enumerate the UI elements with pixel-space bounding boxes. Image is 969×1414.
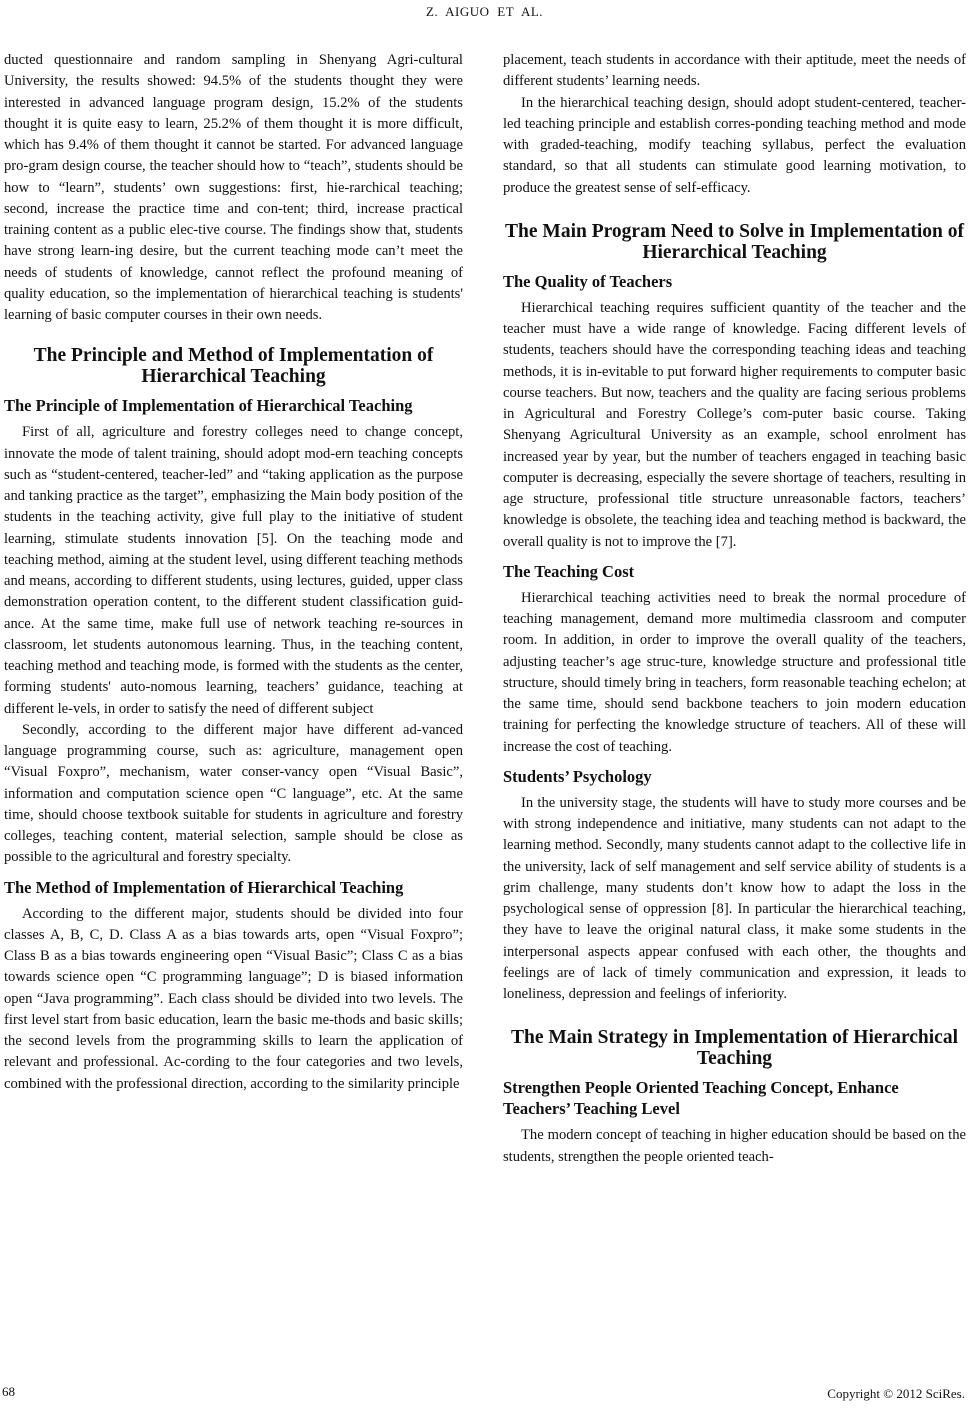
page-number: 68 (2, 1384, 15, 1399)
paragraph: First of all, agriculture and forestry colleges need to change concept, innovate the mode of talent training, should adopt mod-ern teaching concepts such as “student-centered, teacher-led” and “taking application as the purpose and tanking practice as the target”, emphasizing the Main body position of the students in the teaching activity, give full play to the initiative of student learning, stimulate students innovation [5]. On the teaching mode and teaching method, aiming at the student level, using different teaching methods and means, according to different students, using lectures, guided, upper class demonstration operation content, to the different student classification guid-ance. At the same time, make full use of network teaching re-sources in classroom, let students autonomous learning. Thus, in the teaching content, teaching method and teaching mode, is formed with the students as the center, forming students' auto-nomous learning, teachers’ guidance, teaching at different le-vels, in order to satisfy the need of different subject (4, 424, 463, 717)
subsection-heading: The Method of Implementation of Hierarchical Teaching (4, 877, 404, 897)
section-heading: The Principle and Method of Implementation of Hierarchical Teaching (33, 345, 434, 388)
running-head: Z. AIGUO ET AL. (425, 4, 544, 19)
section-heading: The Main Strategy in Implementation of Hierarchical Teaching (510, 1027, 958, 1070)
paragraph: placement, teach students in accordance with their aptitude, meet the needs of different students’ learning needs. (503, 52, 966, 90)
paragraph: ducted questionnaire and random sampling in Shenyang Agri-cultural University, the results showed: 94.5% of the students thought they were interested in advanced language program design, 15.2% of the students thought it is quite easy to learn, 25.2% of them thought it is more difficult, which has 9.4% of them thought it cannot be started. For advanced language pro-gram design course, the teacher should how to “teach”, students should be how to “learn”, students’ own suggestions: first, hie-rarchical teaching; second, increase the practice time and con-tent; third, increase practical training content as a public elec-tive course. The findings show that, students have strong learn-ing desire, but the current teaching mode can’t meet the needs of students of knowledge, cannot reflect the profound meaning of quality education, so the implementation of hierarchical teaching is students' learning of basic computer courses in their own needs. (4, 52, 463, 323)
subsection-heading: The Quality of Teachers (503, 271, 673, 291)
subsection-heading: The Teaching Cost (503, 561, 635, 581)
copyright-notice: Copyright © 2012 SciRes. (827, 1386, 965, 1401)
paragraph: In the university stage, the students will have to study more courses and be with strong independence and initiative, many students can not adapt to the learning method. Secondly, many students cannot adapt to the collective life in the university, lack of self management and self service ability of students is a grim challenge, many students don’t know how to adapt the loss in the psychological sense of oppression [8]. In particular the hierarchical teaching, they have to leave the original natural class, it make some students in the interpersonal aspects appear confused with each other, the thoughts and feelings are of lack of timely communication and expression, it leads to loneliness, depression and feelings of inferiority. (503, 794, 966, 1002)
paragraph: Secondly, according to the different major have different ad-vanced language programming course, such as: agriculture, management open “Visual Foxpro”, mechanism, water conser-vancy open “Visual Basic”, information and computation science open “C language”, etc. At the same time, should choose textbook suitable for students in agriculture and forestry colleges, teaching content, material selection, sample should be close as possible to the agricultural and forestry specialty. (4, 721, 463, 866)
paragraph: In the hierarchical teaching design, should adopt student-centered, teacher-led teaching principle and establish corres-ponding teaching method and mode with graded-teaching, modify teaching syllabus, perfect the evaluation standard, so that all students can stimulate good learning motivation, to produce the greatest sense of self-efficacy. (503, 94, 966, 196)
paragraph: The modern concept of teaching in higher education should be based on the students, strengthen the people oriented teach- (503, 1127, 966, 1165)
subsection-heading: Students’ Psychology (503, 766, 652, 786)
subsection-heading: The Principle of Implementation of Hierarchical Teaching (4, 396, 413, 416)
section-heading: The Main Program Need to Solve in Implementation of Hierarchical Teaching (505, 220, 964, 263)
left-column (4, 50, 463, 1095)
paragraph: Hierarchical teaching activities need to break the normal procedure of teaching management, demand more multimedia classroom and computer room. In addition, in order to improve the overall quality of the teachers, adjusting teacher’s age struc-ture, knowledge structure and professional title structure, should timely bring in teachers, form reasonable teaching echelon; at the same time, should send backbone teachers to join modern education training for perfecting the knowledge structure of teachers. All of these will increase the cost of teaching. (503, 589, 966, 755)
paragraph: According to the different major, students should be divided into four classes A, B, C, D. Class A as a bias towards arts, open “Visual Foxpro”; Class B as a bias towards engineering open “Visual Basic”; Class C as a bias towards science open “C programming language”; D is biased information open “Java programming”. Each class should be divided into two levels. The first level start from basic education, learn the basic me-thods and basic skills; the second levels from the programming skills to learn the application of relevant and professional. Ac-cording to the four categories and two levels, combined with the professional direction, according to the similarity principle (4, 905, 463, 1092)
subsection-heading: Strengthen People Oriented Teaching Concept, Enhance Teachers’ Teaching Level (503, 1078, 899, 1119)
paragraph: Hierarchical teaching requires sufficient quantity of the teacher and the teacher must have a wide range of knowledge. Facing different levels of students, teachers should have the corresponding teaching ideas and teaching methods, it is in-evitable to put forward higher requirements to computer basic course teachers. But now, teachers and the quality are facing serious problems in Agricultural and Forestry College’s com-puter basic course. Taking Shenyang Agricultural University as an example, school enrolment has increased year by year, but the number of teachers engaged in teaching basic computer is decreasing, especially the severe shortage of teachers, resulting in age structure, professional title structure unreasonable factors, teachers’ knowledge is obsolete, the teaching idea and teaching method is backward, the overall quality is not to improve the [7]. (503, 299, 966, 550)
right-column (503, 50, 966, 1168)
